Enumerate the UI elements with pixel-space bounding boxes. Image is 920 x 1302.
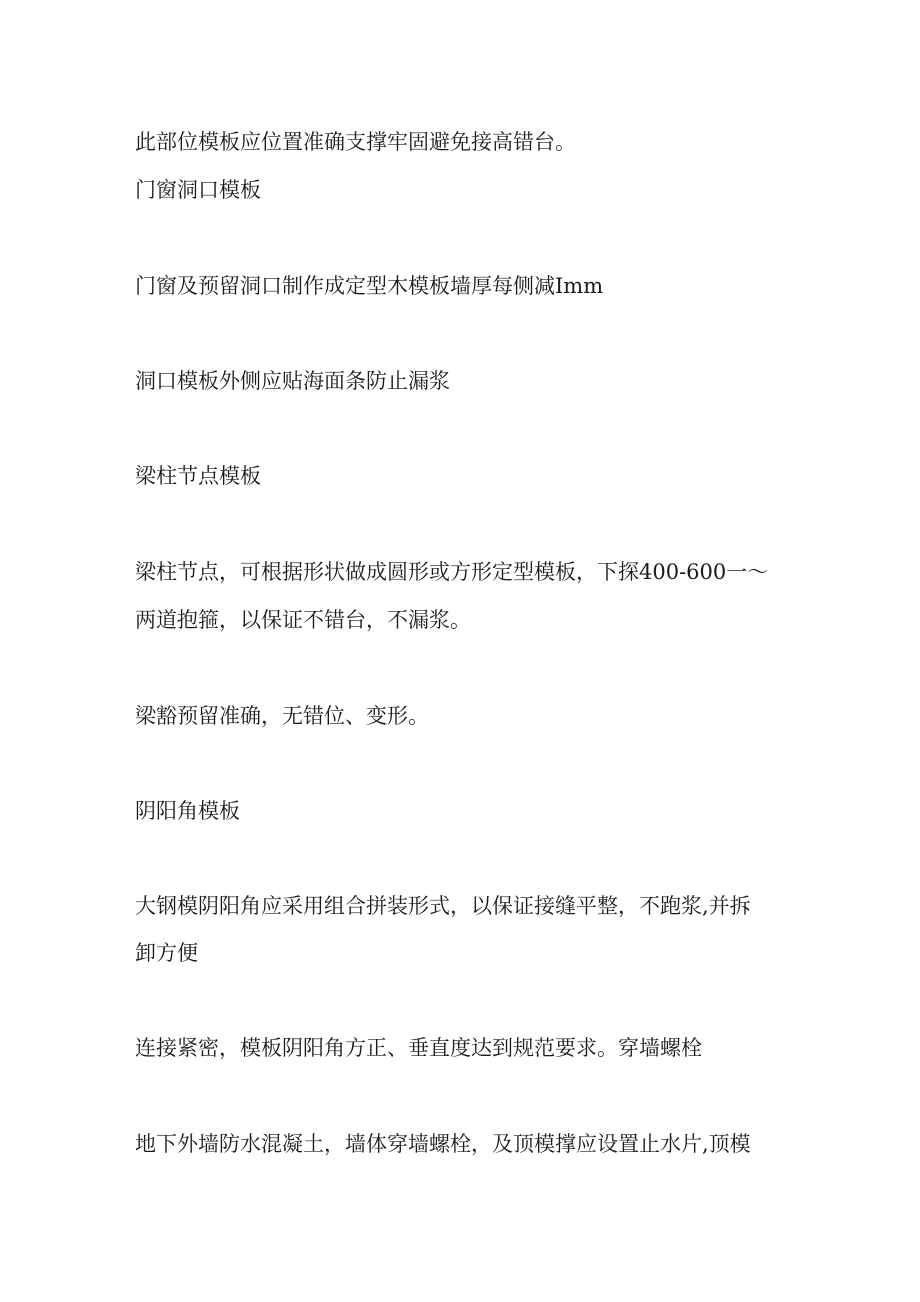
section-heading: 门窗洞口模板 — [135, 178, 261, 202]
paragraph-line: 梁豁预留准确，无错位、变形。 — [135, 704, 429, 728]
paragraph-line: 两道抱箍，以保证不错台，不漏浆。 — [135, 608, 471, 632]
paragraph-line: 大钢模阴阳角应采用组合拼装形式，以保证接缝平整，不跑浆,并拆 — [135, 894, 751, 918]
paragraph-line: 卸方便 — [135, 941, 198, 965]
paragraph-line: 洞口模板外侧应贴海面条防止漏浆 — [135, 369, 450, 393]
paragraph-line: 此部位模板应位置准确支撑牢固避免接高错台。 — [135, 130, 576, 154]
paragraph-line: 梁柱节点，可根据形状做成圆形或方形定型模板，下探400-600一～ — [135, 560, 769, 584]
section-heading: 梁柱节点模板 — [135, 464, 261, 488]
paragraph-line: 门窗及预留洞口制作成定型木模板墙厚每侧减Imm — [135, 274, 604, 298]
paragraph-line: 地下外墙防水混凝土，墙体穿墙螺栓，及顶模撑应设置止水片,顶模 — [135, 1132, 751, 1156]
section-heading: 阴阳角模板 — [135, 799, 240, 823]
paragraph-line: 连接紧密，模板阴阳角方正、垂直度达到规范要求。穿墙螺栓 — [135, 1036, 702, 1060]
